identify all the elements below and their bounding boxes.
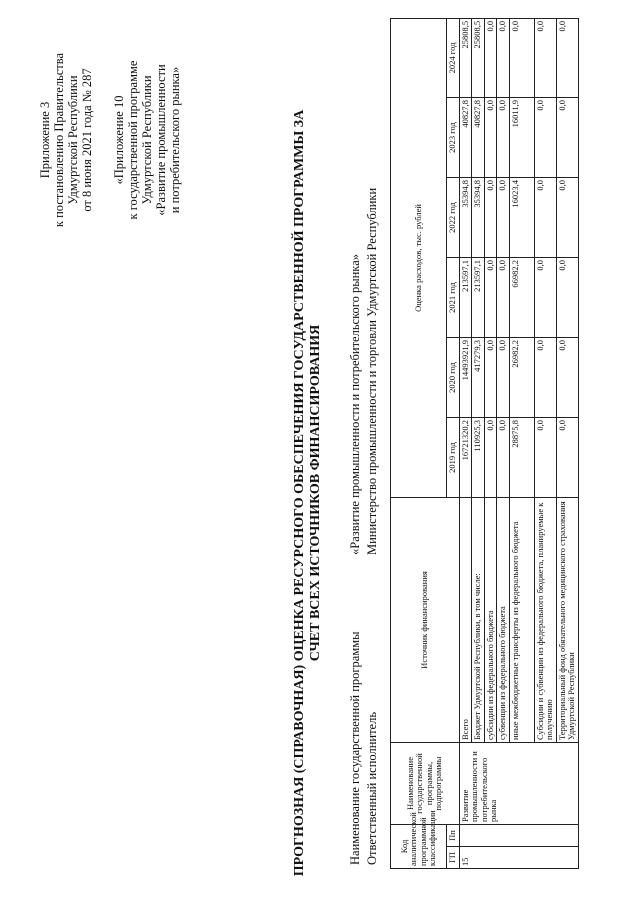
gp-code-cell: 15 [459,847,578,869]
appendix-10-line: к государственной программе [126,60,140,220]
appendix-10-line: «Приложение 10 [112,95,126,185]
value-cell: 0,0 [534,418,556,498]
value-cell: 16721320,2 [459,418,472,498]
value-cell: 35394,8 [472,178,485,258]
table-row [472,18,485,868]
appendix-10-line: Удмуртской Республики [140,75,154,205]
value-cell: 0,0 [484,178,497,258]
source-cell: иные межбюджетные трансферты из федерального бюджета [509,498,534,743]
value-cell: 40827,8 [459,98,472,178]
source-cell: Территориальный фонд обязательного медицинского страхования Удмуртской Республики [556,498,578,743]
value-cell: 0,0 [497,178,510,258]
value-cell: 0,0 [484,18,497,97]
value-cell: 0,0 [484,258,497,338]
appendix-3-line: Приложение 3 [38,101,52,179]
header-estimate: Оценка расходов, тыс. рублей [391,18,447,497]
appendix-3-line: Удмуртской Республики [66,75,80,205]
value-cell: 0,0 [534,258,556,338]
value-cell: 0,0 [509,18,534,97]
value-cell: 0,0 [497,98,510,178]
table-row [484,18,497,868]
program-name-cell: Развитие промышленности и потребительского рынка [459,743,578,825]
value-cell: 0,0 [556,18,578,97]
value-cell: 213597,1 [472,258,485,338]
value-cell: 0,0 [556,338,578,418]
value-cell: 0,0 [534,338,556,418]
source-cell: Всего [459,498,472,743]
header-name: Наименование государственной программы, подпрограммы [391,743,460,825]
program-name-label: Наименование государственной программы [348,631,362,865]
header-year: 2020 год [447,338,460,418]
title-line-1: ПРОГНОЗНАЯ (СПРАВОЧНАЯ) ОЦЕНКА РЕСУРСНОГО ОБЕСПЕЧЕНИЯ ГОСУДАРСТВЕННОЙ ПРОГРАММЫ ЗА [292,109,307,877]
value-cell: 0,0 [497,258,510,338]
value-cell: 110925,3 [472,418,485,498]
value-cell: 417279,3 [472,338,485,418]
header-year: 2022 год [447,178,460,258]
program-name-value: «Развитие промышленности и потребительского рынка» [348,254,362,555]
value-cell: 0,0 [556,98,578,178]
document-title [292,103,324,883]
appendix-10-line: и потребительского рынка» [168,66,182,214]
appendix-10-line: «Развитие промышленности [154,64,168,216]
title-line-2: СЧЕТ ВСЕХ ИСТОЧНИКОВ ФИНАНСИРОВАНИЯ [308,324,323,662]
value-cell: 0,0 [556,418,578,498]
pp-code-cell [459,825,578,847]
value-cell: 66982,2 [509,258,534,338]
value-cell: 28875,8 [509,418,534,498]
value-cell: 0,0 [484,418,497,498]
value-cell: 0,0 [534,18,556,97]
header-year: 2024 год [447,18,460,97]
header-year: 2023 год [447,98,460,178]
value-cell: 0,0 [534,178,556,258]
header-code: Код аналитической программной классификации [391,825,447,869]
table-row [509,18,534,868]
header-source: Источник финансирования [391,498,460,743]
source-cell: Субсидии и субвенции из федерального бюджета, планируемые к получению [534,498,556,743]
appendix-10-block [112,15,182,265]
value-cell: 0,0 [534,98,556,178]
value-cell: 0,0 [484,98,497,178]
value-cell: 40827,8 [472,98,485,178]
header-pp: Пп [447,825,460,847]
table-row [497,18,510,868]
program-name-row [348,45,363,865]
value-cell: 26982,2 [509,338,534,418]
table-row [534,18,556,868]
value-cell: 0,0 [556,258,578,338]
executor-row [365,45,380,865]
value-cell: 35394,8 [459,178,472,258]
value-cell: 0,0 [497,338,510,418]
appendix-3-line: от 8 июня 2021 года № 287 [80,68,94,212]
source-cell: субсидии из федерального бюджета [484,498,497,743]
header-year: 2019 год [447,418,460,498]
appendix-3-line: к постановлению Правительства [52,52,66,228]
value-cell: 16023,4 [509,178,534,258]
value-cell: 0,0 [497,418,510,498]
appendix-3-block [38,15,94,265]
executor-label: Ответственный исполнитель [365,711,379,865]
executor-value: Министерство промышленности и торговли Удмуртской Республики [365,187,379,555]
source-cell: Бюджет Удмуртской Республики, в том числе: [472,498,485,743]
value-cell: 14493921,9 [459,338,472,418]
table-row [556,18,578,868]
resource-table [390,18,579,869]
value-cell: 0,0 [556,178,578,258]
header-year: 2021 год [447,258,460,338]
value-cell: 25808,5 [472,18,485,97]
value-cell: 0,0 [484,338,497,418]
value-cell: 16011,9 [509,98,534,178]
source-cell: субвенции из федерального бюджета [497,498,510,743]
table-row [459,18,472,868]
value-cell: 25808,5 [459,18,472,97]
value-cell: 213597,1 [459,258,472,338]
header-gp: ГП [447,847,460,869]
value-cell: 0,0 [497,18,510,97]
